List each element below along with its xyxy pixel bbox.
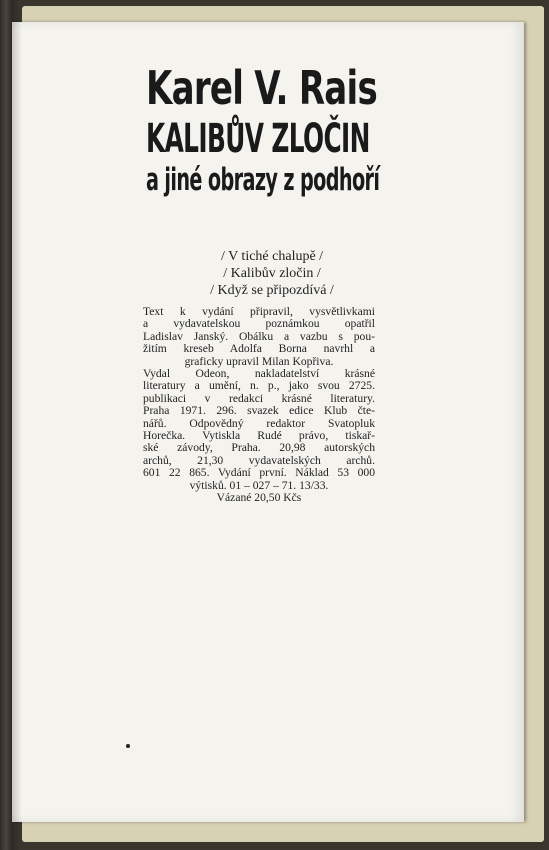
imprint-line: výtisků. 01 – 027 – 71. 13/33. (189, 478, 329, 492)
imprint-line: archů, 21,30 vydavatelských archů. (143, 453, 375, 467)
title-block (146, 62, 386, 198)
contents-item: / Kalibův zločin / (223, 266, 321, 281)
imprint-line: žitím kreseb Adolfa Borna navrhl a (143, 342, 375, 356)
imprint-line: 601 22 865. Vydání první. Náklad 53 000 (143, 466, 375, 480)
imprint-line: literatury a umění, n. p., jako svou 2725. (143, 379, 375, 393)
contents-item: / V tiché chalupě / (220, 249, 324, 264)
imprint-line: a vydavatelskou poznámkou opatřil (143, 317, 375, 331)
ink-speck (126, 744, 130, 748)
imprint-line: nářů. Odpovědný redaktor Svatopluk (143, 416, 375, 430)
imprint-line: Ladislav Janský. Obálku a vazbu s pou- (143, 329, 375, 343)
contents-item: / Když se připozdívá / (210, 283, 334, 298)
imprint-line: Horečka. Vytiskla Rudé právo, tiskař- (143, 429, 375, 443)
contents-list (152, 248, 392, 299)
imprint-line: publikaci v redakci krásné literatury. (143, 391, 375, 405)
imprint-block (143, 306, 375, 505)
price-line: Vázané 20,50 Kčs (216, 491, 302, 505)
imprint-line: Text k vydání připravil, vysvětlivkami (143, 305, 375, 318)
imprint-line: Vydal Odeon, nakladatelství krásné (143, 367, 375, 381)
book-subtitle: a jiné obrazy z podhoří (146, 162, 380, 198)
imprint-line: ské závody, Praha. 20,98 autorských (143, 441, 375, 455)
book-title: KALIBŮV ZLOČIN (146, 116, 370, 162)
gutter-shadow (12, 22, 22, 822)
title-page (12, 22, 524, 822)
imprint-line: Praha 1971. 296. svazek edice Klub čte- (143, 404, 375, 418)
author-name: Karel V. Rais (146, 61, 377, 115)
imprint-line: graficky upravil Milan Kopřiva. (184, 354, 334, 368)
